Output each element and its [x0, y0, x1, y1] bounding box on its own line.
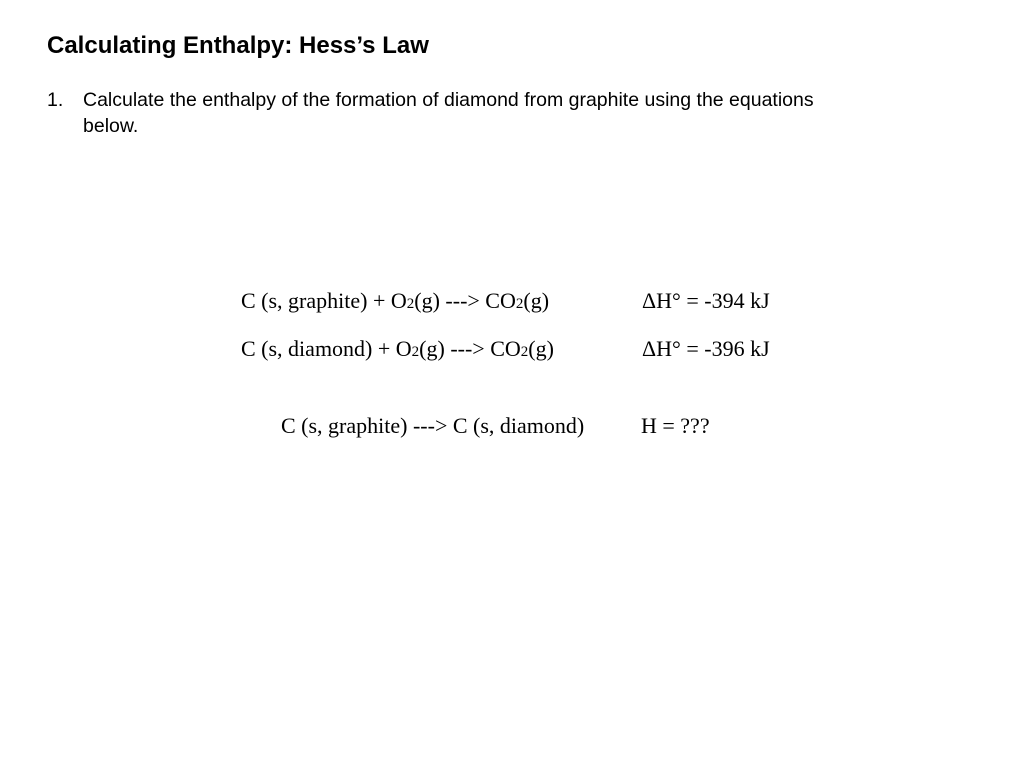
subscript: 2 — [411, 344, 420, 360]
equation-part: (g) ---> CO — [419, 336, 521, 361]
equation-part: (g) — [528, 336, 554, 361]
equation-diamond-combustion — [241, 336, 554, 365]
equation-graphite-combustion — [241, 288, 549, 317]
equation-part: (g) ---> CO — [414, 288, 516, 313]
subscript: 2 — [520, 344, 529, 360]
question-text: Calculate the enthalpy of the formation of diamond from graphite using the equations below. — [83, 89, 814, 137]
subscript: 2 — [406, 296, 415, 312]
equation-part: C (s, diamond) + O — [241, 336, 412, 361]
page-title: Calculating Enthalpy: Hess’s Law — [47, 32, 429, 59]
question-1 — [47, 87, 867, 139]
enthalpy-graphite-combustion: ΔH° = -394 kJ — [642, 288, 770, 313]
subscript: 2 — [515, 296, 524, 312]
enthalpy-diamond-combustion: ΔH° = -396 kJ — [642, 336, 770, 361]
target-enthalpy: H = ??? — [641, 413, 710, 438]
equation-part: C (s, graphite) + O — [241, 288, 407, 313]
target-equation: C (s, graphite) ---> C (s, diamond) — [281, 413, 585, 438]
equation-part: (g) — [523, 288, 550, 313]
question-number: 1. — [47, 89, 64, 111]
